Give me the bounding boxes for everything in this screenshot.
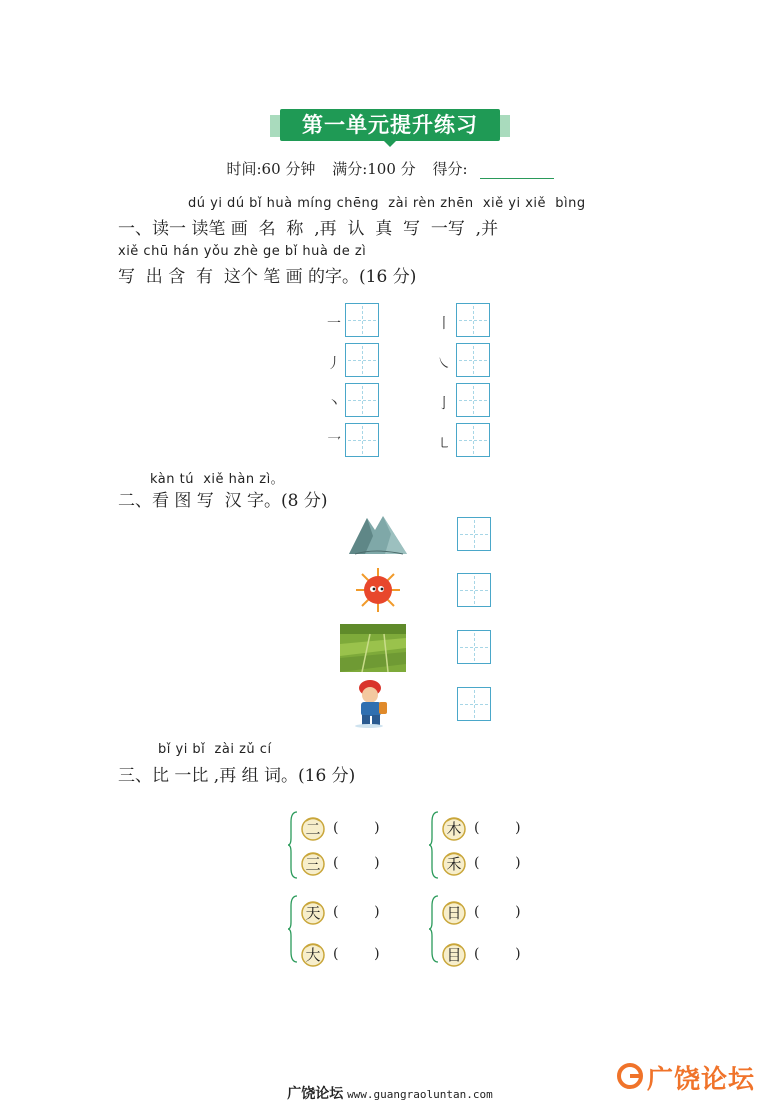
answer-parens[interactable]: ( ) [474,946,521,962]
time-limit: 时间:60 分钟 [226,160,316,178]
logo-text: 广饶论坛 [647,1065,756,1095]
answer-parens[interactable]: ( ) [333,904,380,920]
compare-char: 天 [305,904,321,922]
answer-parens[interactable]: ( ) [474,820,521,836]
page-title: 第一单元提升练习 [280,109,500,141]
q2-text: 二、看 图 写 汉 字。(8 分) [118,491,328,511]
writing-grid[interactable] [457,517,491,551]
stroke-label: 丨 [437,316,451,332]
stroke-label: 亅 [437,396,451,412]
writing-grid[interactable] [345,383,379,417]
answer-parens[interactable]: ( ) [474,855,521,871]
footer-site-name: 广饶论坛 [287,1086,344,1102]
q1-pinyin-2: xiě chū hán yǒu zhè ge bǐ huà de zì [118,244,367,259]
title-banner [270,105,510,145]
writing-grid[interactable] [457,573,491,607]
child-picture [345,680,411,728]
q3-text: 三、比 一比 ,再 组 词。(16 分) [118,766,356,786]
compare-char: 三 [305,855,321,873]
score-blank[interactable] [480,164,554,179]
site-logo [615,1055,775,1095]
answer-parens[interactable]: ( ) [333,946,380,962]
exam-meta [0,158,780,179]
compare-char: 日 [446,904,462,922]
score-label: 得分: [432,160,468,178]
answer-parens[interactable]: ( ) [474,904,521,920]
compare-char: 二 [305,820,321,838]
writing-grid[interactable] [345,423,379,457]
stroke-label: ㇄ [437,436,451,452]
brace [429,894,439,964]
compare-char: 禾 [446,855,462,873]
answer-parens[interactable]: ( ) [333,820,380,836]
writing-grid[interactable] [457,630,491,664]
stroke-label: 乛 [327,436,341,452]
logo-icon [615,1061,645,1091]
stroke-label: ㇏ [437,356,451,372]
compare-char: 木 [446,820,462,838]
writing-grid[interactable] [345,343,379,377]
compare-char: 目 [446,946,462,964]
q3-pinyin: bǐ yi bǐ zài zǔ cí [158,742,272,757]
footer-url: www.guangraoluntan.com [347,1088,493,1101]
brace [288,810,298,880]
writing-grid[interactable] [457,687,491,721]
writing-grid[interactable] [456,423,490,457]
q2-pinyin: kàn tú xiě hàn zì。 [150,472,285,487]
writing-grid[interactable] [456,383,490,417]
brace [288,894,298,964]
stroke-label: 丿 [327,356,341,372]
field-picture [340,624,406,672]
stroke-label: 一 [327,316,341,332]
q1-pinyin-1: dú yi dú bǐ huà míng chēng zài rèn zhēn xiě yi xiě bìng [188,196,586,211]
banner-tip [384,141,396,147]
answer-parens[interactable]: ( ) [333,855,380,871]
stroke-label: 丶 [327,396,341,412]
writing-grid[interactable] [345,303,379,337]
brace [429,810,439,880]
sun-picture [345,566,411,614]
writing-grid[interactable] [456,343,490,377]
q1-text-1: 一、读一 读笔 画 名 称 ,再 认 真 写 一写 ,并 [118,219,499,239]
compare-char: 大 [305,946,321,964]
writing-grid[interactable] [456,303,490,337]
q1-text-2: 写 出 含 有 这个 笔 画 的字。(16 分) [118,267,417,287]
full-score: 满分:100 分 [332,160,416,178]
mountain-picture [345,510,411,558]
